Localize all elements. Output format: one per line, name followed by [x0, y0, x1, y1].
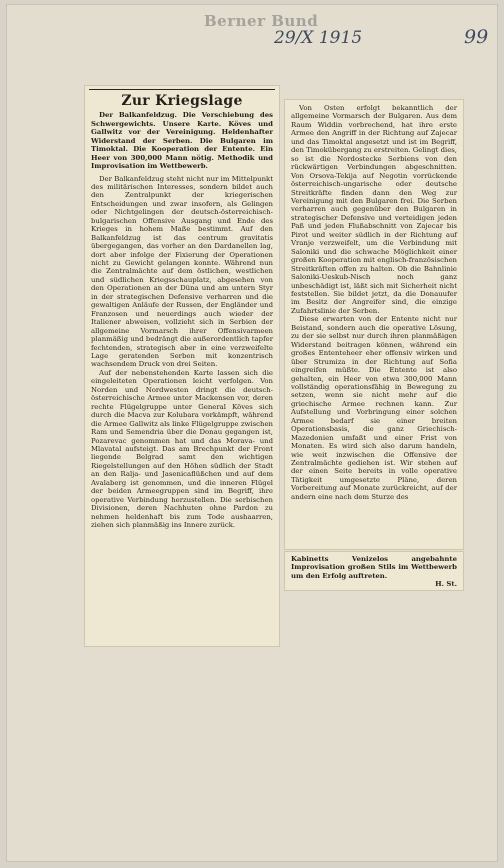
paragraph: Auf der nebenstehenden Karte lassen sich die eingeleiteten Operationen leicht verfolgen. Von Norden und Nordwesten dringt die deutsch-österreichische Armee unter Mackensen vor, deren rechte Flügelgruppe unter General Köves sich durch die Macva zur Kolubara vorkämpft, während die Armee Gallwitz als linke Flügelgruppe zwischen Ram und Semendria über die Donau gegangen ist, Pozarevac genommen hat und das Morava- und Mlavatal aufsteigt. Das am Brechpunkt der Front liegende Belgrad samt den wichtigen Riegelstellungen auf den Höhen südlich der Stadt an den Ralja- und Jasenicaflüßchen und auf dem Avalaberg ist genommen, und die inneren Flügel der beiden Armeegruppen sind im Begriff, ihre operative Verbindung herzustellen. Die serbischen Divisionen, deren Nachhuten ohne Pardon zu nehmen heldenhaft bis zum Tode aushaarren, ziehen sich planmäßig ins Innere zurück. [91, 368, 273, 530]
paragraph: Von Osten erfolgt bekanntlich der allgemeine Vormarsch der Bulgaren. Aus dem Raum Widdin vorbrechend, hat ihre erste Armee den Angriff in der Richtung auf Zajecar und das Timoktal angesetzt und ist im Begriff, den Timokübergang zu erstreiten. Gelingt dies, so ist die Nordostecke Serbiens von den rückwärtigen Verbindungen abgeschnitten. Von Orsova-Tekija auf Negotin vorrückende österreichisch-ungarische oder deutsche Streitkräfte finden dann den Weg zur Vereinigung mit den Bulgaren frei. Die Serben verharren auch gegenüber den Bulgaren in strategischer Defensive und verteidigen jeden Paß und jeden Flußabschnitt von Zajecar bis Pirot und weiter südlich in der Richtung auf Vranje verzweifelt, um die Verbindung mit Saloniki und die schwache Möglichkeit einer großen Kooperation mit englisch-französischen Streitkräften offen zu halten. Ob die Bahnlinie Saloniki-Ueskub-Nisch noch ganz unbeschädigt ist, läßt sich mit Sicherheit nicht feststellen. Sie bildet jetzt, da die Donauufer im Besitz der Angreifer sind, die einzige Zufahrtslinie der Serben. [291, 104, 457, 315]
author-signature: H. St. [435, 580, 457, 589]
left-body [85, 175, 279, 530]
paragraph: Der Balkanfeldzug steht nicht nur im Mittelpunkt des militärischen Interesses, sondern bildet auch den Zentralpunkt der kriegerischen Entscheidungen und zwar insofern, als Gelingen oder Nichtgelingen der deutsch-österreichisch-bulgarischen Offensive Ausgang und Ende des Krieges in hohem Maße bestimmt. Auf den Balkanfeldzug ist das centrum gravitatis übergegangen, das vorher an den Dardanellen lag, dort aber infolge der Fixierung der Operationen nicht zu Gewicht gelangen konnte. Während nun die Zentralmächte auf dem östlichen, westlichen und südlichen Kriegsschauplatz, abgesehen von den Operationen an der Düna und am untern Styr in der strategischen Defensive verharren und die gewaltigen Anläufe der Russen, der Engländer und Franzosen und neuerdings auch wieder der Italiener abweisen, vollzieht sich in Serbien der allgemeine Vormarsch ihrer Offensivarmeen planmäßig und bedrängt die außerordentlich tapfer fechtenden, strategisch aber in eine verzweifelte Lage geratenden Serben mit konzentrisch wachsendem Druck von drei Seiten. [91, 174, 273, 369]
paragraph: Diese erwarten von der Entente nicht nur Beistand, sondern auch die operative Lösung, zu der sie selbst nur durch ihren planmäßigen Widerstand beitragen können, während ein großes Ententeheer eher offensiv wirken und über Strumiza in der Richtung auf Sofia eingreifen müßte. Die Entente ist also gehalten, ein Heer von etwa 300,000 Mann vollständig operationsfähig in Bewegung zu setzen, wenn sie nicht mehr auf die griechische Armee rechnen kann. Zur Aufstellung und Vorbringung einer solchen Armee bedarf sie einer breiten Operationsbasis, die ganz Griechisch-Mazedonien umfaßt und einer Frist von Monaten. Es wird sich also darum handeln, wie weit inzwischen die Offensive der Zentralmächte gediehen ist. Wir stehen auf der einen Seite bereits in volle operative Tätigkeit umgesetzte Pläne, deren Vorbereitung auf Monate zurückreicht, auf der andern eine nach dem Sturze des [291, 315, 457, 501]
article-title: Zur Kriegslage [121, 93, 243, 109]
handwritten-date: 29/X 1915 [274, 28, 363, 48]
lead-text: Der Balkanfeldzug. Die Verschiebung des Schwergewichts. Unsere Karte. Köves und Gallwitz vor der Vereinigung. Heldenhafter Widerstand der Serben. Die Bulgaren im Timoktal. Die Kooperation der Entente. Ein Heer von 300,000 Mann nötig. Methodik und Improvisation im Wettbewerb. [91, 111, 273, 170]
continuation-body [285, 555, 463, 580]
right-body [285, 104, 463, 501]
clipping-left-column [85, 86, 279, 646]
newspaper-stamp: Berner Bund [204, 12, 319, 30]
top-rule [89, 89, 275, 90]
clipping-continuation [285, 552, 463, 590]
article-lead [85, 111, 279, 171]
clipping-right-column [285, 100, 463, 549]
continuation-text: Kabinetts Venizelos angebahnte Improvisation großen Stils im Wettbewerb um den Erfolg auftreten. [291, 555, 457, 580]
handwritten-page-number: 99 [464, 26, 489, 48]
